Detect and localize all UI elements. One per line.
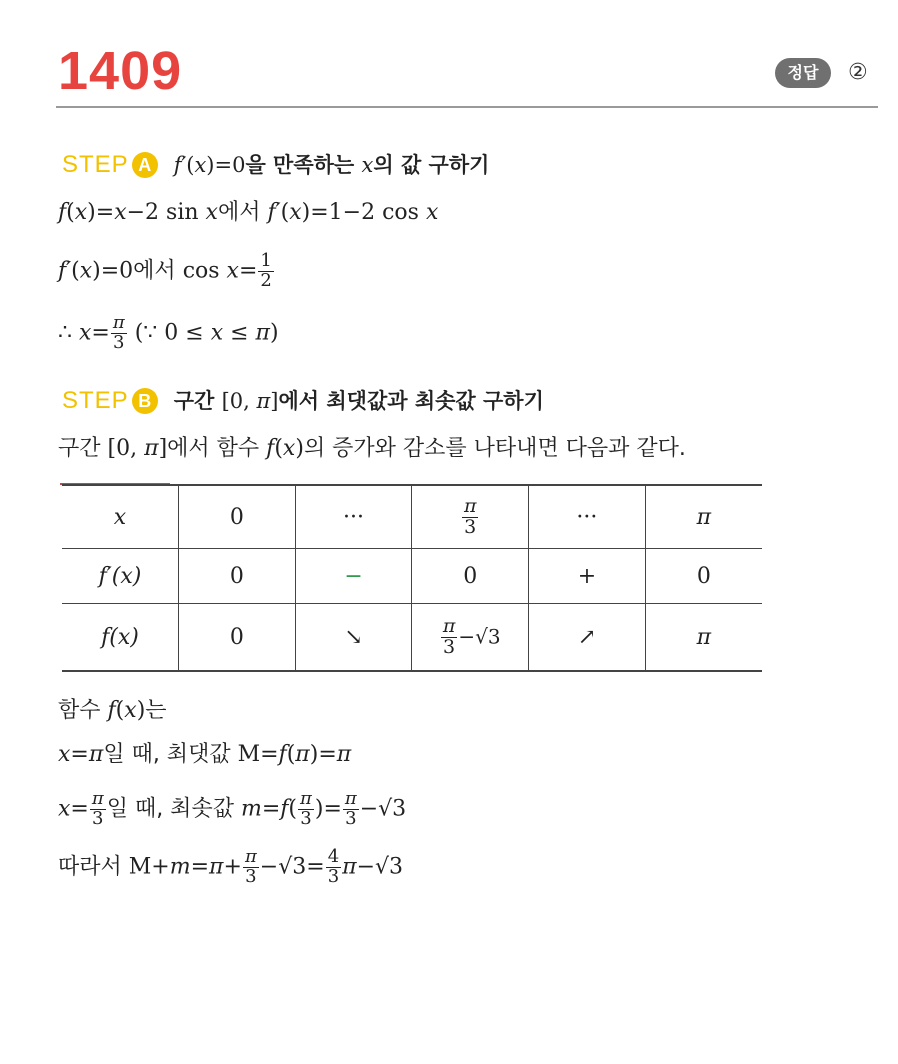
header-divider [56,106,878,108]
conclusion-line-3: x= $\frac{\pi}{3}$ 일 때, 최솟값 m=f( $\frac{\pi}{3}$ )= $\frac{\pi}{3}$ −√3 [58,788,407,829]
conclusion-line-4: 따라서 M+m=π+ $\frac{\pi}{3}$ −√3= $\frac{4}{3}$ π−√3 [58,846,404,887]
problem-number: 1409 [58,41,183,101]
step-a-line-3: ∴ x= $\frac{\pi}{3}$ (∵ 0 ≤ x ≤ π) [58,312,279,353]
conclusion-l1-pre: 함수 [58,698,101,723]
table-cell: π [645,604,762,672]
table-cell: 0 [179,549,296,604]
step-a-title-tail: 을 만족하는 [245,152,355,177]
step-a-title: f′(x)=0을 만족하는 x의 값 구하기 [173,152,490,177]
step-b-title-post: 에서 최댓값과 최솟값 구하기 [278,388,544,413]
step-b-intro-pre: 구간 [58,436,101,461]
answer-value: ② [848,60,868,85]
table-cell: 0 [179,604,296,672]
table-cell-pi-over-3: $\frac{\pi}{3}$ [412,485,529,549]
conclusion-l1-post: 는 [145,698,167,723]
step-a-line-2: f′(x)=0에서 cos x= $\frac{1}{2}$ [58,250,272,291]
table-row-derivative [62,549,762,604]
table-cell: 0 [179,485,296,549]
conclusion-line-1: 함수 f(x)는 [58,698,167,723]
fraction-pi-over-3: $\frac{\pi}{3}$ [112,312,125,353]
step-b-header [62,388,544,414]
step-b-letter-icon: B [132,388,158,414]
decreasing-arrow-icon: ↘ [295,604,412,672]
step-b-intro: 구간 [0, π]에서 함수 f(x)의 증가와 감소를 나타내면 다음과 같다. [58,436,686,461]
table-cell: ··· [529,485,646,549]
table-cell: 0 [412,549,529,604]
table-cell-header-f: f(x) [62,604,179,672]
conclusion-l2-mid: 일 때, 최댓값 [103,742,231,767]
table-cell-header-x: x [62,485,179,549]
table-cell: π [645,485,762,549]
step-a-header [62,152,489,178]
step-a-line-1-mid: 에서 [217,200,261,225]
step-b-title-pre: 구간 [173,388,215,413]
step-b-word: STEP [62,387,129,414]
step-b-intro-mid: 에서 함수 [167,436,260,461]
table-cell: ··· [295,485,412,549]
table-cell-header-fprime: f′(x) [62,549,179,604]
variation-table [62,484,762,672]
table-row-x [62,485,762,549]
table-cell: 0 [645,549,762,604]
step-a-line-1: f(x)=x−2 sin x에서 f′(x)=1−2 cos x [58,200,439,225]
step-a-word: STEP [62,151,129,178]
conclusion-line-2: x=π일 때, 최댓값 M=f(π)=π [58,742,352,767]
step-a-title-end: 의 값 구하기 [373,152,490,177]
step-b-title: 구간 [0, π]에서 최댓값과 최솟값 구하기 [173,388,544,413]
table-cell-min-value: $\frac{\pi}{3}$ −√3 [412,604,529,672]
table-cell-plus: + [529,549,646,604]
answer-badge: 정답 [775,58,831,88]
table-cell-minus: − [295,549,412,604]
conclusion-l4-pre: 따라서 [58,854,122,880]
conclusion-l3-mid: 일 때, 최솟값 [106,796,234,822]
step-a-letter-icon: A [132,152,158,178]
increasing-arrow-icon: ↗ [529,604,646,672]
step-a-line-2-mid: 에서 [133,258,176,284]
step-b-intro-post: 의 증가와 감소를 나타내면 다음과 같다. [303,436,686,461]
fraction-one-half: $\frac{1}{2}$ [260,250,272,291]
table-row-function [62,604,762,672]
